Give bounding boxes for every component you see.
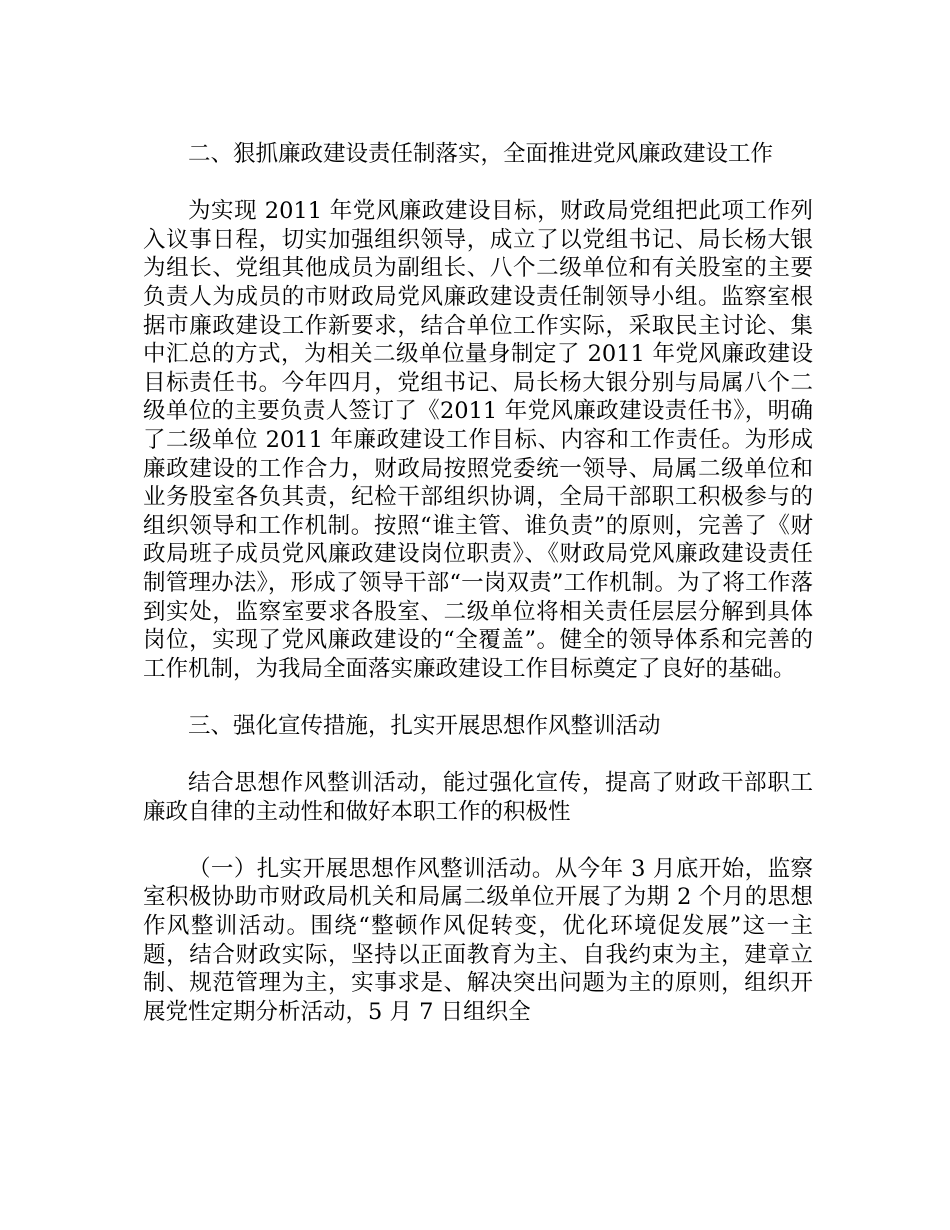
body-paragraph: 结合思想作风整训活动，能过强化宣传，提高了财政干部职工廉政自律的主动性和做好本职工作的积极性 xyxy=(143,770,813,825)
body-paragraph: 为实现 2011 年党风廉政建设目标，财政局党组把此项工作列入议事日程，切实加强组织领导，成立了以党组书记、局长杨大银为组长、党组其他成员为副组长、八个二级单位和有关股室的主要负责人为成员的市财政局党风廉政建设责任制领导小组。监察室根据市廉政建设工作新要求，结合单位工作实际，采取民主讨论、集中汇总的方式，为相关二级单位量身制定了 2011 年党风廉政建设目标责任书。今年四月，党组书记、局长杨大银分别与局属八个二级单位的主要负责人签订了《2011 年党风廉政建设责任书》，明确了二级单位 2011 年廉政建设工作目标、内容和工作责任。为形成廉政建设的工作合力，财政局按照党委统一领导、局属二级单位和业务股室各负其责，纪检干部组织协调，全局干部职工积极参与的组织领导和工作机制。按照“谁主管、谁负责”的原则，完善了《财政局班子成员党风廉政建设岗位职责》、《财政局党风廉政建设责任制管理办法》，形成了领导干部“一岗双责”工作机制。为了将工作落到实处，监察室要求各股室、二级单位将相关责任层层分解到具体岗位，实现了党风廉政建设的“全覆盖”。健全的领导体系和完善的工作机制，为我局全面落实廉政建设工作目标奠定了良好的基础。 xyxy=(143,198,813,682)
section-heading-3: 三、强化宣传措施，扎实开展思想作风整训活动 xyxy=(188,712,661,739)
document-page xyxy=(143,140,813,1055)
section-heading-2: 二、狠抓廉政建设责任制落实，全面推进党风廉政建设工作 xyxy=(188,141,774,167)
body-paragraph: （一）扎实开展思想作风整训活动。从今年 3 月底开始，监察室积极协助市财政局机关和局属二级单位开展了为期 2 个月的思想作风整训活动。围绕“整顿作风促转变，优化环境促发展”这一主题，结合财政实际，坚持以正面教育为主、自我约束为主，建章立制、规范管理为主，实事求是、解决突出问题为主的原则，组织开展党性定期分析活动，5 月 7 日组织全 xyxy=(143,855,813,1025)
